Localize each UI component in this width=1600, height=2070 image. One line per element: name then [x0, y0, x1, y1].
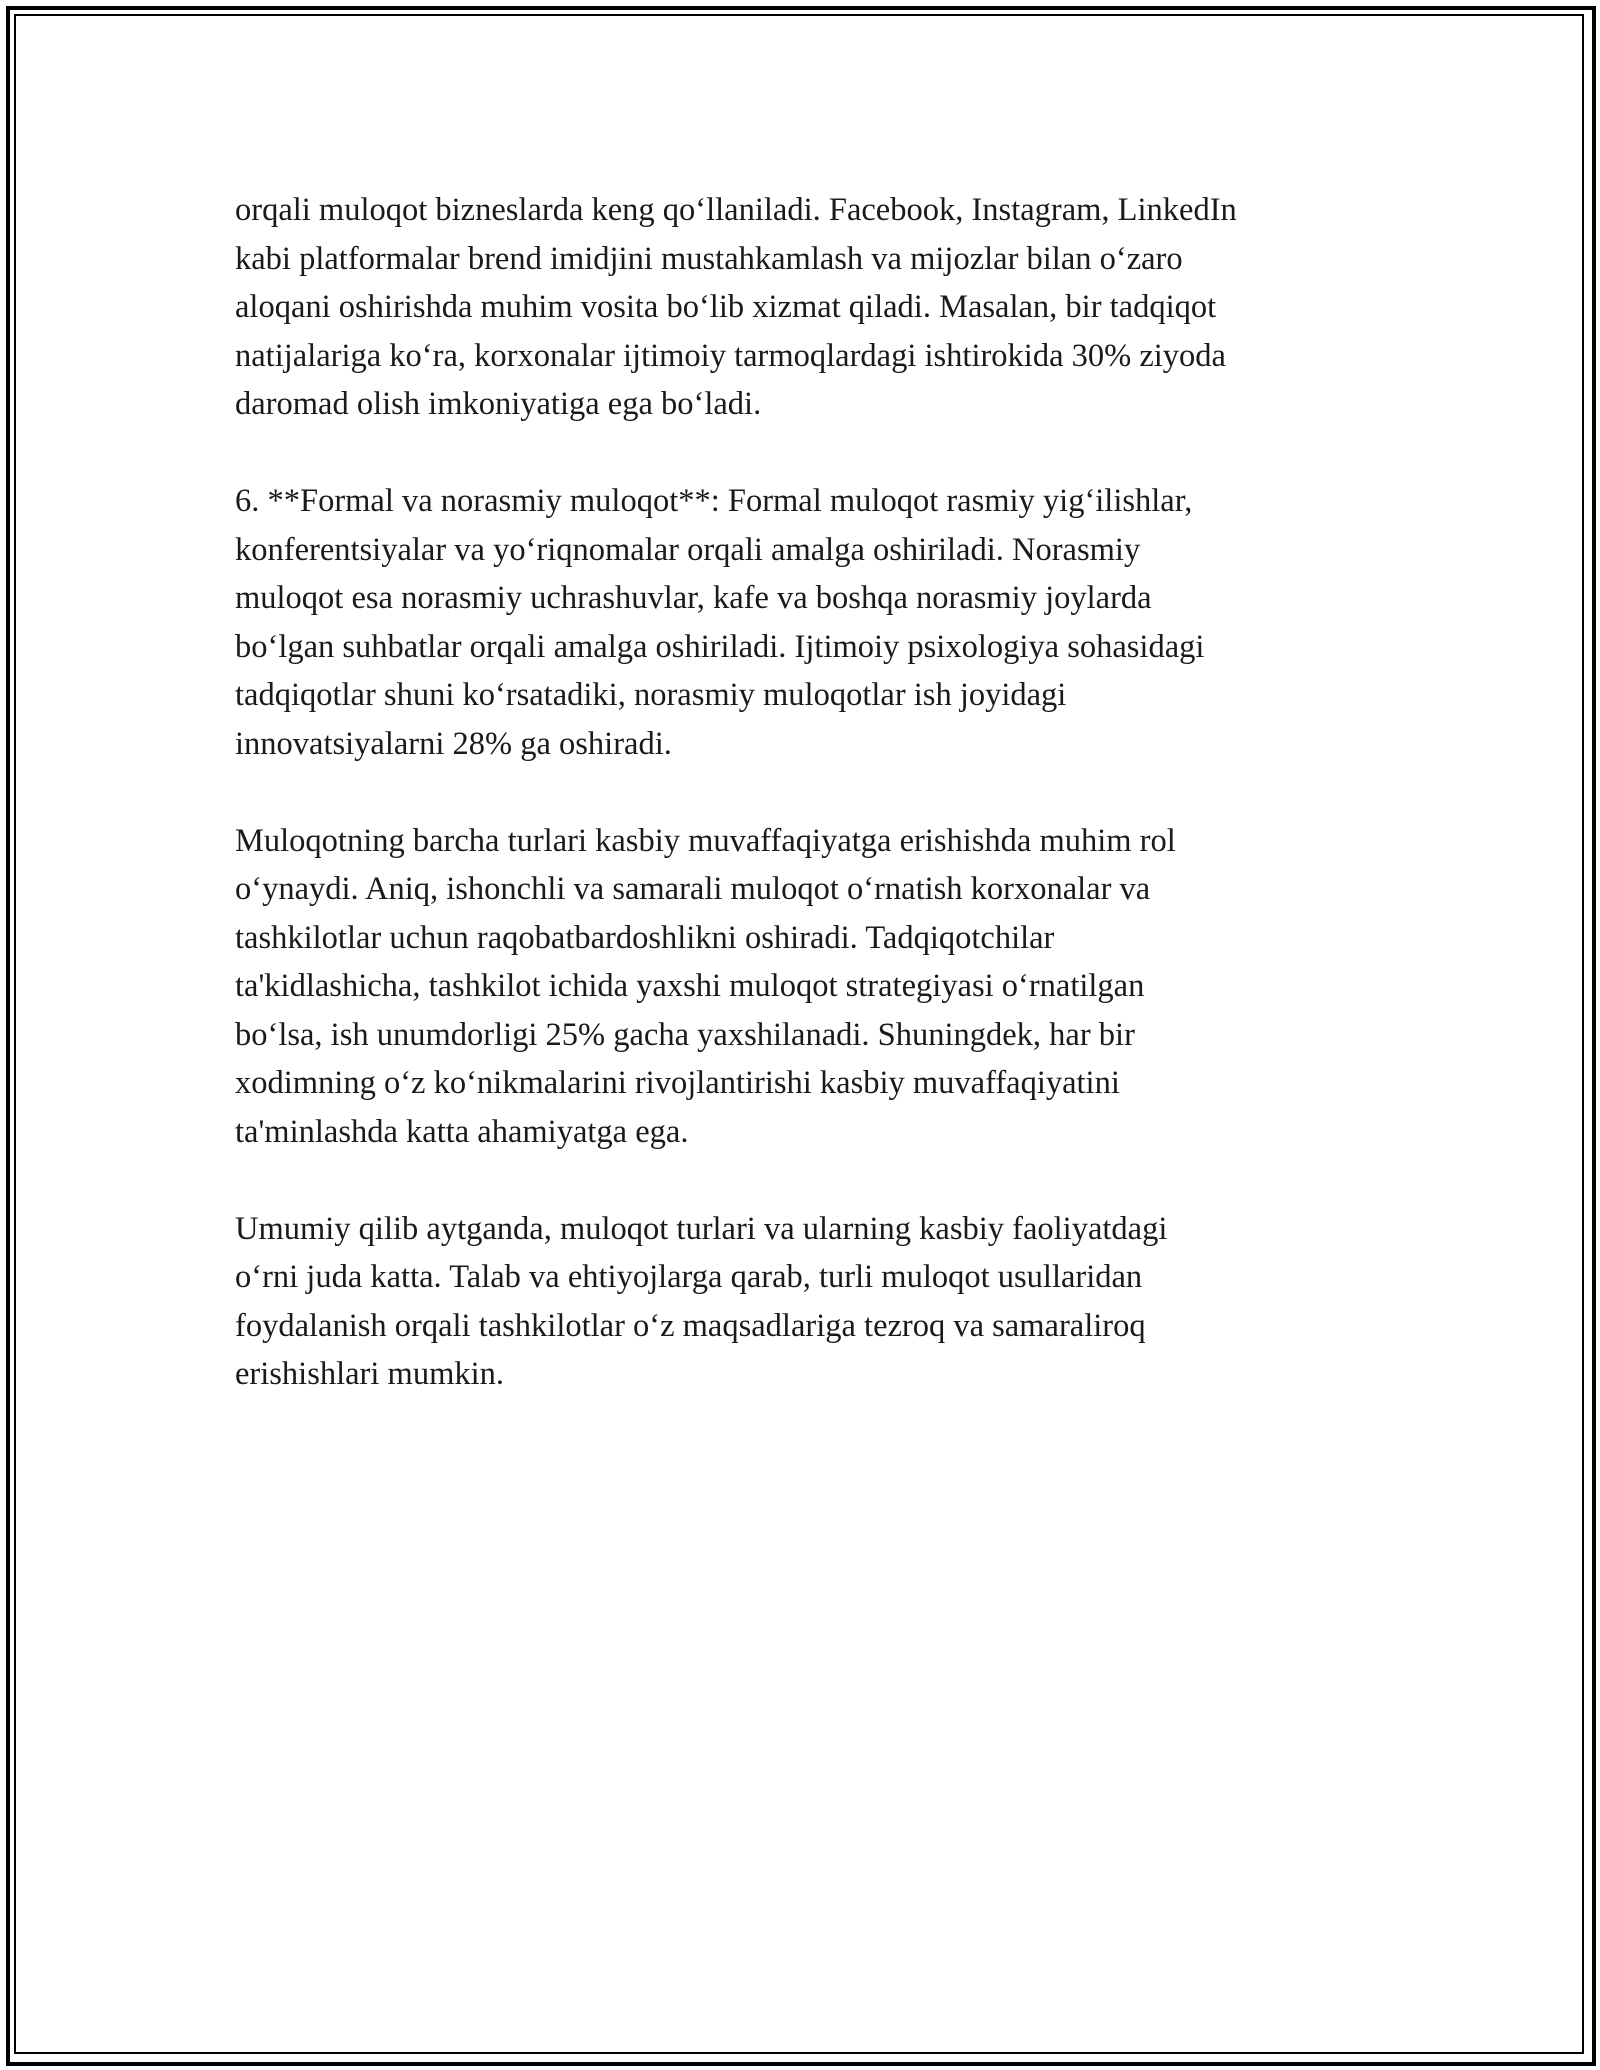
paragraph-conclusion	[235, 1205, 1395, 1399]
paragraph-social-media	[235, 186, 1395, 429]
text-line: orqali muloqot bizneslarda keng qo‘llaniladi. Facebook, Instagram, LinkedIn	[235, 192, 1237, 228]
paragraph-professional-success	[235, 817, 1395, 1157]
text-line: bo‘lgan suhbatlar orqali amalga oshiriladi. Ijtimoiy psixologiya sohasidagi	[235, 628, 1205, 665]
text-line: konferentsiyalar va yo‘riqnomalar orqali amalga oshiriladi. Norasmiy	[235, 531, 1141, 568]
text-line: kabi platformalar brend imidjini mustahkamlash va mijozlar bilan o‘zaro	[235, 240, 1183, 277]
text-line: 6. **Formal va norasmiy muloqot**: Formal muloqot rasmiy yig‘ilishlar,	[235, 483, 1193, 519]
text-line: o‘rni juda katta. Talab va ehtiyojlarga qarab, turli muloqot usullaridan	[235, 1259, 1143, 1295]
text-line: daromad olish imkoniyatiga ega bo‘ladi.	[235, 386, 762, 422]
text-line: Muloqotning barcha turlari kasbiy muvaffaqiyatga erishishda muhim rol	[235, 822, 1176, 859]
text-line: o‘ynaydi. Aniq, ishonchli va samarali muloqot o‘rnatish korxonalar va	[235, 871, 1151, 907]
text-line: tadqiqotlar shuni ko‘rsatadiki, norasmiy muloqotlar ish joyidagi	[235, 677, 1067, 713]
text-line: ta'minlashda katta ahamiyatga ega.	[235, 1113, 689, 1150]
text-line: Umumiy qilib aytganda, muloqot turlari va ularning kasbiy faoliyatdagi	[235, 1210, 1168, 1247]
text-line: natijalariga ko‘ra, korxonalar ijtimoiy tarmoqlardagi ishtirokida 30% ziyoda	[235, 337, 1226, 374]
text-line: innovatsiyalarni 28% ga oshiradi.	[235, 725, 672, 762]
paragraph-formal-informal	[235, 477, 1395, 768]
text-line: foydalanish orqali tashkilotlar o‘z maqsadlariga tezroq va samaraliroq	[235, 1307, 1146, 1344]
text-line: bo‘lsa, ish unumdorligi 25% gacha yaxshilanadi. Shuningdek, har bir	[235, 1016, 1135, 1053]
document-body	[235, 186, 1395, 1447]
text-line: ta'kidlashicha, tashkilot ichida yaxshi muloqot strategiyasi o‘rnatilgan	[235, 968, 1145, 1004]
text-line: muloqot esa norasmiy uchrashuvlar, kafe va boshqa norasmiy joylarda	[235, 580, 1152, 616]
text-line: xodimning o‘z ko‘nikmalarini rivojlantirishi kasbiy muvaffaqiyatini	[235, 1065, 1120, 1101]
text-line: aloqani oshirishda muhim vosita bo‘lib xizmat qiladi. Masalan, bir tadqiqot	[235, 289, 1217, 325]
text-line: tashkilotlar uchun raqobatbardoshlikni oshiradi. Tadqiqotchilar	[235, 919, 1055, 956]
text-line: erishishlari mumkin.	[235, 1356, 504, 1392]
